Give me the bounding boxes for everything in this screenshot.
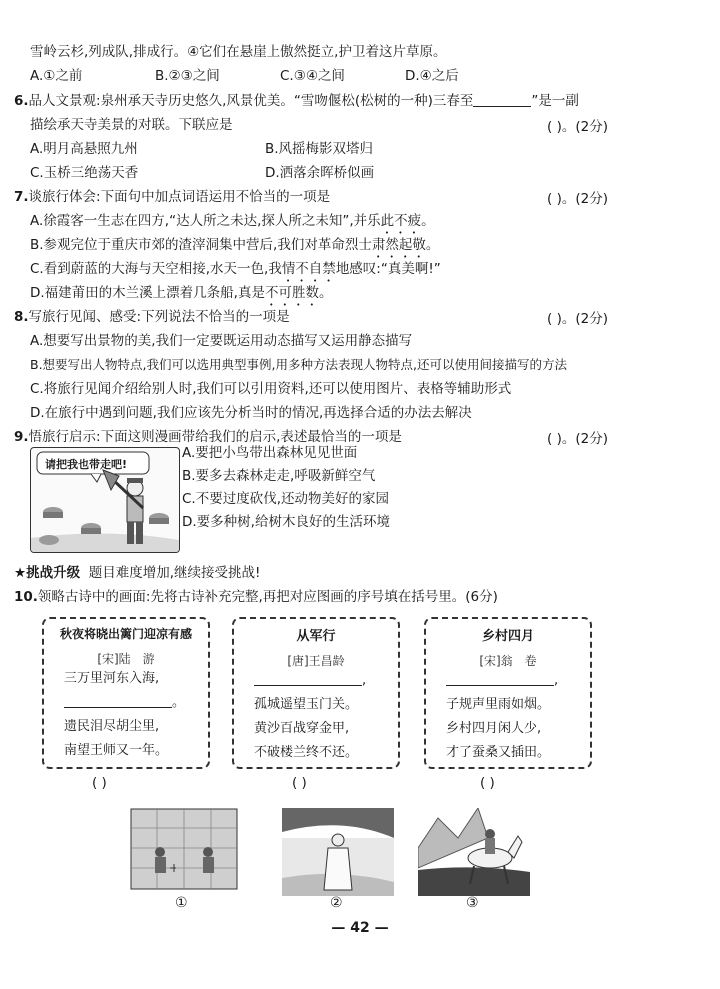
poem-line: 子规声里雨如烟。 — [446, 697, 551, 712]
picture-soldier-at-fort — [282, 808, 394, 896]
dotted-word: 此不疲 — [380, 213, 422, 229]
poem-title: 秋夜将晓出篱门迎凉有感 — [59, 627, 192, 641]
q8-score: ( )。(2分) — [547, 311, 608, 327]
q8-stem — [14, 307, 290, 327]
q6-options-row1 — [30, 139, 500, 159]
poem-line: 南望王师又一年。 — [64, 743, 169, 758]
poem-answer-blank[interactable] — [64, 693, 172, 708]
passage-line: 雪岭云杉,列成队,排成行。④它们在悬崖上傲然挺立,护卫着这片草原。 — [30, 44, 447, 60]
star-icon: ★ — [14, 565, 27, 581]
poem-line: 遗民泪尽胡尘里, — [64, 719, 160, 734]
q8-text: 写旅行见闻、感受:下列说法不恰当的一项是 — [28, 309, 290, 325]
picture-number-3: ③ — [466, 895, 479, 911]
option-d: D.洒落余晖桥似画 — [265, 165, 375, 181]
poem-card — [232, 617, 400, 769]
question-number: 9. — [14, 429, 29, 445]
poem-author: [宋]翁 卷 — [479, 654, 537, 668]
option-text: B.参观完位于重庆市郊的渣滓洞集中营后,我们对革命烈士 — [30, 237, 372, 253]
q9-option-b: B.要多去森林走走,呼吸新鲜空气 — [182, 468, 376, 484]
poem-blank-line[interactable] — [234, 669, 398, 693]
option-c: C.③④之间 — [280, 68, 345, 84]
q6-stem — [14, 91, 579, 111]
poem-author: [唐]王昌龄 — [287, 654, 345, 668]
poem-blank-line[interactable] — [426, 669, 590, 693]
q6-text-end: ”是一副 — [531, 93, 579, 109]
poem-answer-blank[interactable] — [254, 671, 362, 686]
option-text: A.徐霞客一生志在四方,“达人所之未达,探人所之未知”,并乐 — [30, 213, 381, 229]
answer-paren-1[interactable]: ( ) — [92, 775, 107, 791]
option-text: D.福建莆田的木兰溪上漂着几条船,真是 — [30, 285, 265, 301]
option-a: A.①之前 — [30, 68, 83, 84]
poem-title: 从军行 — [296, 629, 336, 644]
comic — [30, 447, 180, 553]
dotted-word: 肃然起敬 — [371, 237, 426, 253]
poem-blank-punct: , — [362, 673, 367, 688]
comic-speech-bubble: 请把我也带走吧! — [45, 458, 128, 471]
q5-options — [30, 66, 530, 86]
page-number: — 42 — — [331, 920, 389, 936]
challenge-label: 挑战升级 — [26, 565, 81, 581]
poem-answer-blank[interactable] — [446, 671, 554, 686]
poem-blank-punct: , — [554, 673, 559, 688]
question-number: 8. — [14, 309, 29, 325]
q8-option-d: D.在旅行中遇到问题,我们应该先分析当时的情况,再选择合适的办法去解决 — [30, 405, 472, 421]
q9-option-c: C.不要过度砍伐,还动物美好的家园 — [182, 491, 390, 507]
picture-farm-field — [130, 808, 238, 890]
q7-option-d — [30, 283, 332, 309]
challenge-text: 题目难度增加,继续接受挑战! — [88, 565, 261, 581]
q7-text: 谈旅行体会:下面句中加点词语运用不恰当的一项是 — [28, 189, 331, 205]
poem-blank-line[interactable] — [44, 691, 208, 715]
q7-option-c — [30, 259, 441, 285]
option-text-end: 。 — [421, 213, 435, 229]
q9-option-d: D.要多种树,给树木良好的生活环境 — [182, 514, 390, 530]
q7-option-b — [30, 235, 439, 261]
picture-horse-rider — [418, 808, 530, 896]
picture-number-1: ① — [175, 895, 188, 911]
option-b: B.②③之间 — [155, 68, 220, 84]
q10-stem — [14, 587, 498, 607]
answer-blank[interactable] — [473, 92, 531, 107]
q6-line2: 描绘承天寺美景的对联。下联应是 — [30, 117, 233, 133]
poem-line: 不破楼兰终不还。 — [254, 745, 359, 760]
q10-text: 领略古诗中的画面:先将古诗补充完整,再把对应图画的序号填在括号里。(6分) — [37, 589, 498, 605]
q8-option-c: C.将旅行见闻介绍给别人时,我们可以引用资料,还可以使用图片、表格等辅助形式 — [30, 381, 512, 397]
poem-line: 三万里河东入海, — [64, 671, 160, 686]
q7-option-a — [30, 211, 435, 237]
q8-option-a: A.想要写出景物的美,我们一定要既运用动态描写又运用静态描写 — [30, 333, 413, 349]
q7-score: ( )。(2分) — [547, 191, 608, 207]
dotted-word: 不可胜数 — [264, 285, 319, 301]
q8-option-b: B.想要写出人物特点,我们可以选用典型事例,用多种方法表现人物特点,还可以使用间接描写的方法 — [30, 357, 567, 372]
poem-card — [42, 617, 210, 769]
poem-title: 乡村四月 — [481, 629, 534, 644]
q6-options-row2 — [30, 163, 500, 183]
poem-card — [424, 617, 592, 769]
option-c: C.玉桥三绝荡天香 — [30, 165, 139, 181]
option-text-end: 。 — [425, 237, 440, 253]
q9-score: ( )。(2分) — [547, 431, 608, 447]
option-text-end: 。 — [318, 285, 333, 301]
q7-stem — [14, 187, 330, 207]
q6-text: 品人文景观:泉州承天寺历史悠久,风景优美。“雪吻偃松(松树的一种)三春至 — [28, 93, 474, 109]
q9-option-a: A.要把小鸟带出森林见见世面 — [182, 445, 358, 461]
question-number: 10. — [14, 589, 38, 605]
option-text: C.看到蔚蓝的大海与天空相接,水天一色,我 — [30, 261, 282, 277]
poem-author: [宋]陆 游 — [97, 652, 155, 666]
option-a: A.明月高悬照九州 — [30, 141, 138, 157]
poem-blank-punct: 。 — [172, 695, 186, 710]
challenge-banner — [14, 563, 260, 583]
poem-line: 乡村四月闲人少, — [446, 721, 542, 736]
poem-line: 黄沙百战穿金甲, — [254, 721, 350, 736]
question-number: 7. — [14, 189, 29, 205]
answer-paren-3[interactable]: ( ) — [480, 775, 495, 791]
answer-paren-2[interactable]: ( ) — [292, 775, 307, 791]
option-text-end: 地感叹:“真美啊!” — [335, 261, 441, 277]
q9-text: 悟旅行启示:下面这则漫画带给我们的启示,表述最恰当的一项是 — [28, 429, 402, 445]
question-number: 6. — [14, 93, 29, 109]
option-b: B.风摇梅影双塔归 — [265, 141, 374, 157]
poem-line: 才了蚕桑又插田。 — [446, 745, 551, 760]
poem-line: 孤城遥望玉门关。 — [254, 697, 359, 712]
option-d: D.④之后 — [405, 68, 459, 84]
dotted-word: 情不自禁 — [281, 261, 336, 277]
q6-score: ( )。(2分) — [547, 119, 608, 135]
picture-number-2: ② — [330, 895, 343, 911]
